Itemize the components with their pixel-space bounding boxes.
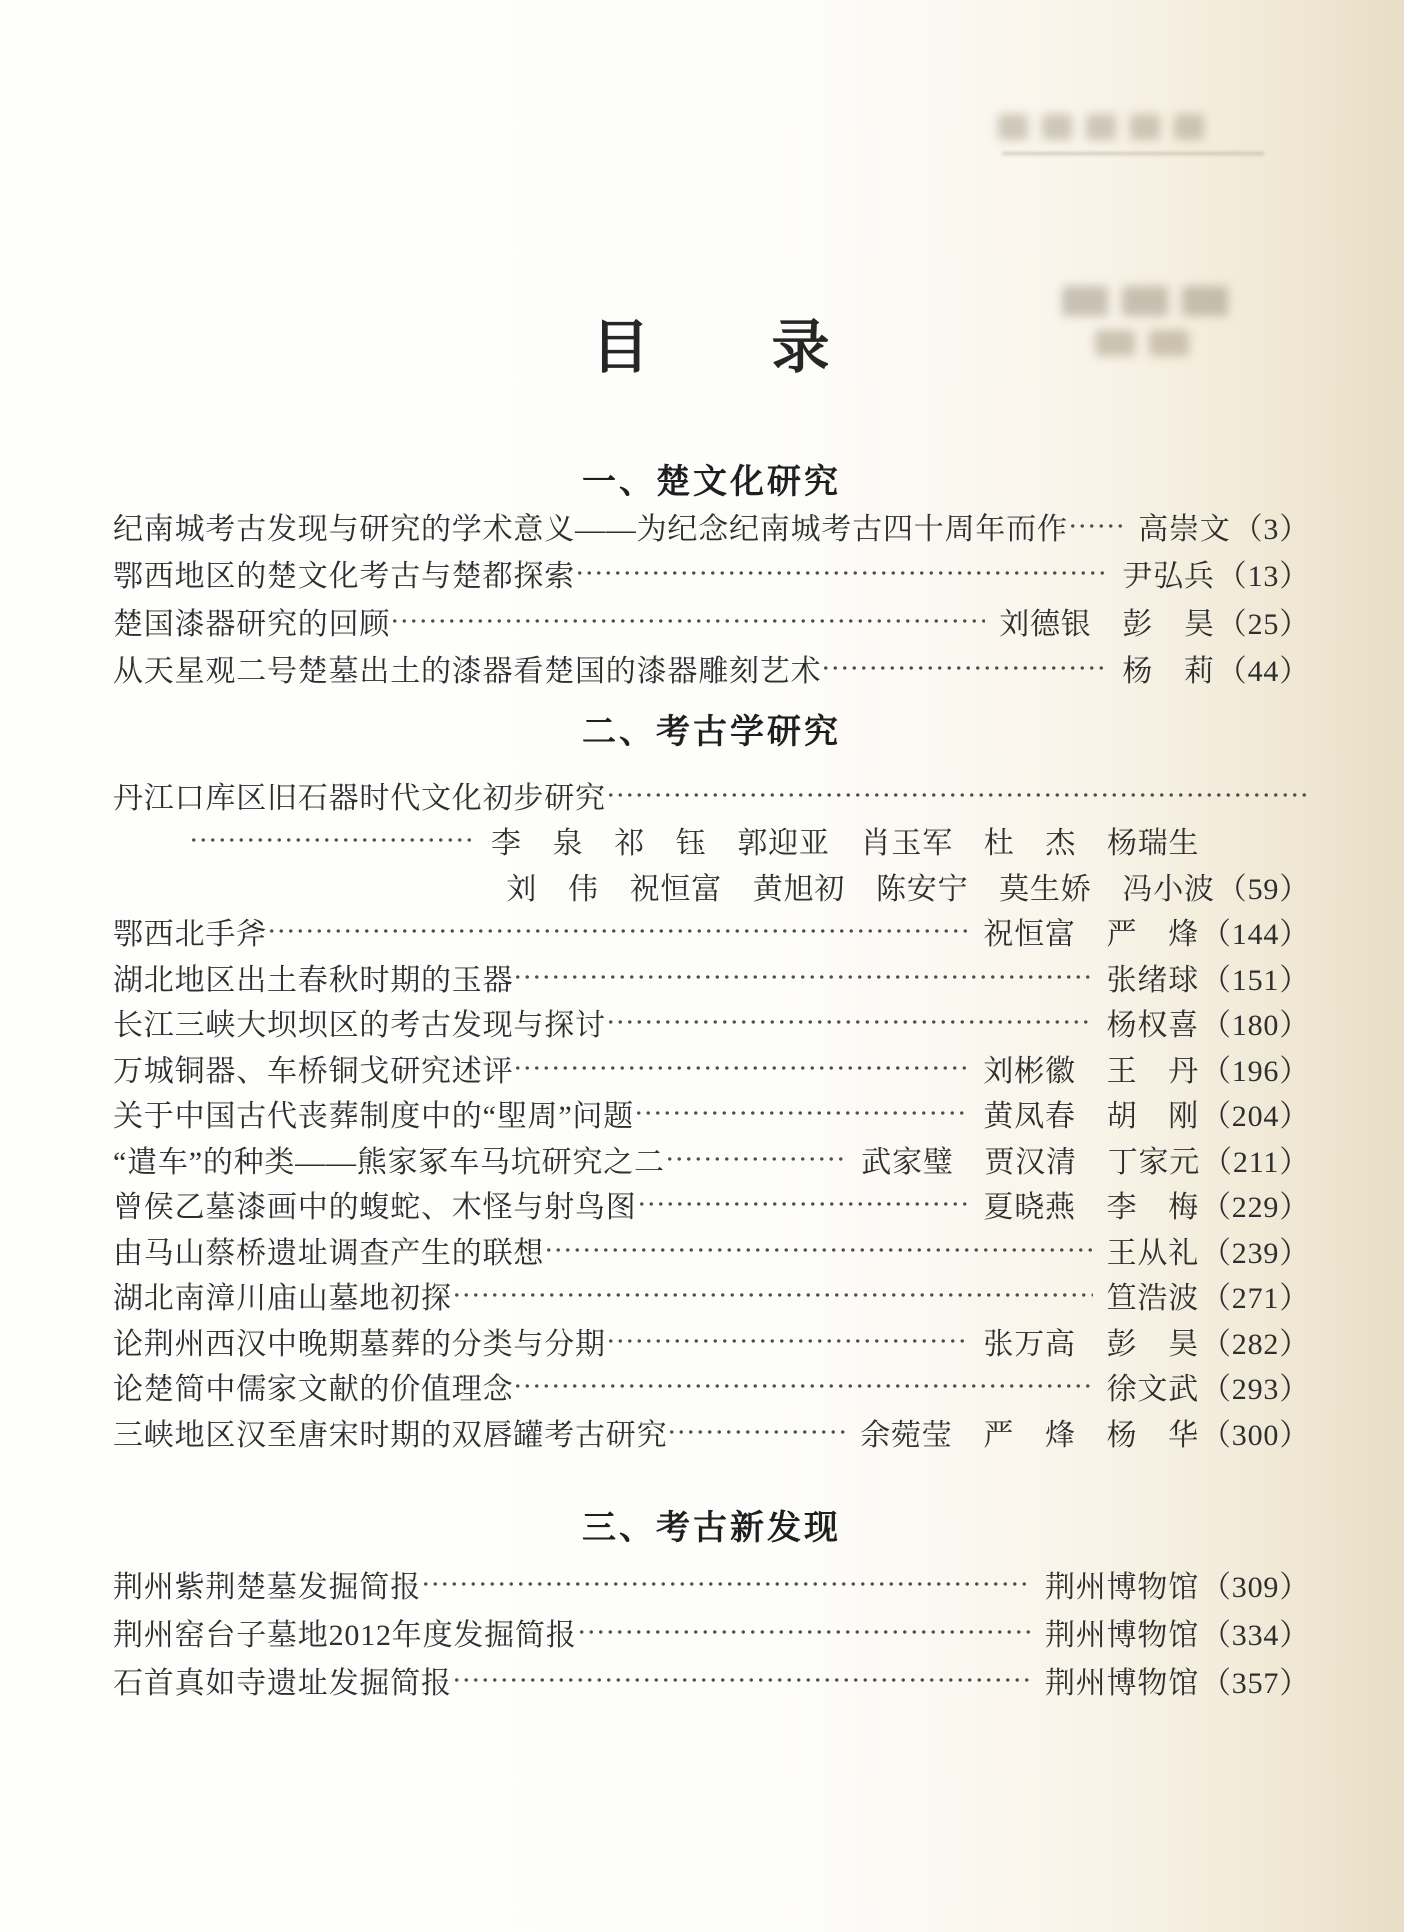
dot-leader [577,1617,1031,1647]
toc-entry [113,550,1310,598]
entry-title: 湖北南漳川庙山墓地初探 [113,1282,452,1316]
entry-authors: 笪浩波 [1106,1282,1199,1316]
entry-authors: 刘德银 彭 昊 [999,607,1215,641]
toc-entry [113,1364,1310,1410]
entry-title: 长江三峡大坝坝区的考古发现与探讨 [113,1009,606,1043]
dot-leader [606,1007,1093,1037]
toc-entry [113,1656,1310,1704]
toc-entry [113,1045,1310,1091]
section-entries [113,1560,1310,1704]
entry-page-number: （271） [1201,1282,1310,1316]
dot-leader [821,653,1108,683]
dot-leader [606,1326,970,1356]
toc-section [113,1508,1310,1704]
entry-title: 荆州紫荆楚墓发掘简报 [113,1571,421,1604]
toc-entry [113,1091,1310,1137]
dot-leader [421,1569,1031,1599]
entry-page-number: （204） [1201,1100,1310,1134]
toc-section [113,712,1310,1455]
entry-title: “遣车”的种类——熊家冢车马坑研究之二 [113,1145,665,1179]
entry-authors: 荆州博物馆 [1045,1667,1199,1700]
entry-authors: 黄凤春 胡 刚 [983,1100,1199,1134]
entry-page-number: （25） [1216,607,1310,641]
toc-entry [113,1318,1310,1364]
dot-leader [267,916,969,946]
entry-title: 万城铜器、车桥铜戈研究述评 [113,1054,514,1088]
toc-entry [113,1227,1310,1273]
entry-page-number: （59） [1216,872,1310,906]
entry-authors: 王从礼 [1106,1236,1199,1270]
toc-entry [113,954,1310,1000]
toc-entry [113,1608,1310,1656]
dot-leader [1068,511,1124,541]
entry-title: 纪南城考古发现与研究的学术意义——为纪念纪南城考古四十周年而作 [113,512,1068,546]
page-bleedthrough-rule [1002,152,1264,155]
entry-authors: 杨权喜 [1106,1009,1199,1043]
entry-page-number: （180） [1201,1009,1310,1043]
entry-page-number: （309） [1201,1571,1310,1604]
entry-title: 由马山蔡桥遗址调查产生的联想 [113,1236,545,1270]
entry-page-number: （3） [1232,512,1310,546]
entry-page-number: （282） [1201,1327,1310,1361]
dot-leader [634,1098,969,1128]
entry-authors: 杨 莉 [1122,655,1215,689]
toc-entry [113,1273,1310,1319]
section-heading: 三、考古新发现 [582,1509,841,1547]
section-heading: 二、考古学研究 [582,713,841,751]
entry-title: 关于中国古代丧葬制度中的“堲周”问题 [113,1100,635,1134]
entry-authors: 高崇文 [1138,512,1231,546]
entry-page-number: （334） [1201,1619,1310,1652]
entry-authors: 张万高 彭 昊 [983,1327,1199,1361]
entry-title: 鄂西北手斧 [113,918,267,952]
toc-entry [189,818,1310,864]
entry-title: 从天星观二号楚墓出土的漆器看楚国的漆器雕刻艺术 [113,655,822,689]
entry-title: 论荆州西汉中晚期墓葬的分类与分期 [113,1327,606,1361]
entry-page-number: （151） [1201,963,1310,997]
entry-title: 荆州窑台子墓地2012年度发掘简报 [113,1619,577,1652]
entry-title: 丹江口库区旧石器时代文化初步研究 [113,781,606,815]
entry-authors: 荆州博物馆 [1045,1571,1199,1604]
toc-entry [113,597,1310,645]
entry-page-number: （13） [1216,560,1310,594]
page-title: 目 录 [591,315,832,380]
entry-authors: 祝恒富 严 烽 [983,918,1199,952]
dot-leader [575,558,1108,588]
entry-page-number: （293） [1201,1373,1310,1407]
entry-authors: 尹弘兵 [1122,560,1215,594]
toc-entry [113,909,1310,955]
dot-leader [452,1280,1093,1310]
entry-page-number: （300） [1201,1418,1310,1452]
dot-leader [544,1235,1092,1265]
entry-title: 鄂西地区的楚文化考古与楚都探索 [113,560,575,594]
dot-leader [513,1371,1092,1401]
toc-section [113,462,1310,692]
entry-authors: 刘彬徽 王 丹 [983,1054,1199,1088]
toc-entry [113,1136,1310,1182]
entry-title: 楚国漆器研究的回顾 [113,607,391,641]
toc-entry [113,772,1310,818]
entry-authors: 刘 伟 祝恒富 黄旭初 陈安宁 莫生娇 冯小波 [506,872,1215,906]
entry-title: 曾侯乙墓漆画中的蝮蛇、木怪与射鸟图 [113,1191,637,1225]
toc-entry [113,645,1310,693]
toc-entry [113,1409,1310,1455]
entry-page-number: （357） [1201,1667,1310,1700]
entry-page-number: （239） [1201,1236,1310,1270]
dot-leader [667,1417,846,1447]
toc-entry [113,1182,1310,1228]
dot-leader [390,606,985,636]
toc-entry [113,1000,1310,1046]
entry-page-number: （144） [1201,918,1310,952]
entry-authors: 夏晓燕 李 梅 [983,1191,1199,1225]
entry-authors: 徐文武 [1106,1373,1199,1407]
toc-entry [113,502,1310,550]
entry-authors: 余菀莹 严 烽 杨 华 [860,1418,1199,1452]
entry-page-number: （196） [1201,1054,1310,1088]
entry-authors: 荆州博物馆 [1045,1619,1199,1652]
entry-page-number: （229） [1201,1191,1310,1225]
section-heading: 一、楚文化研究 [582,463,841,501]
section-entries [113,772,1310,1455]
section-entries [113,502,1310,692]
entry-title: 论楚简中儒家文献的价值理念 [113,1373,514,1407]
toc-entry [113,1560,1310,1608]
entry-page-number: （211） [1202,1145,1310,1179]
entry-authors: 李 泉 祁 钰 郭迎亚 肖玉军 杜 杰 杨瑞生 [491,827,1200,861]
dot-leader [606,780,1310,810]
dot-leader [665,1144,847,1174]
toc-entry [113,863,1310,909]
dot-leader [189,825,475,855]
entry-page-number: （44） [1216,655,1310,689]
entry-title: 石首真如寺遗址发掘简报 [113,1667,452,1700]
dot-leader [637,1189,970,1219]
entry-title: 湖北地区出土春秋时期的玉器 [113,963,514,997]
page-bleedthrough [998,114,1204,140]
dot-leader [513,1053,969,1083]
entry-title: 三峡地区汉至唐宋时期的双唇罐考古研究 [113,1418,668,1452]
dot-leader [452,1665,1031,1695]
entry-authors: 武家璧 贾汉清 丁家元 [861,1145,1201,1179]
dot-leader [513,962,1092,992]
entry-authors: 张绪球 [1106,963,1199,997]
